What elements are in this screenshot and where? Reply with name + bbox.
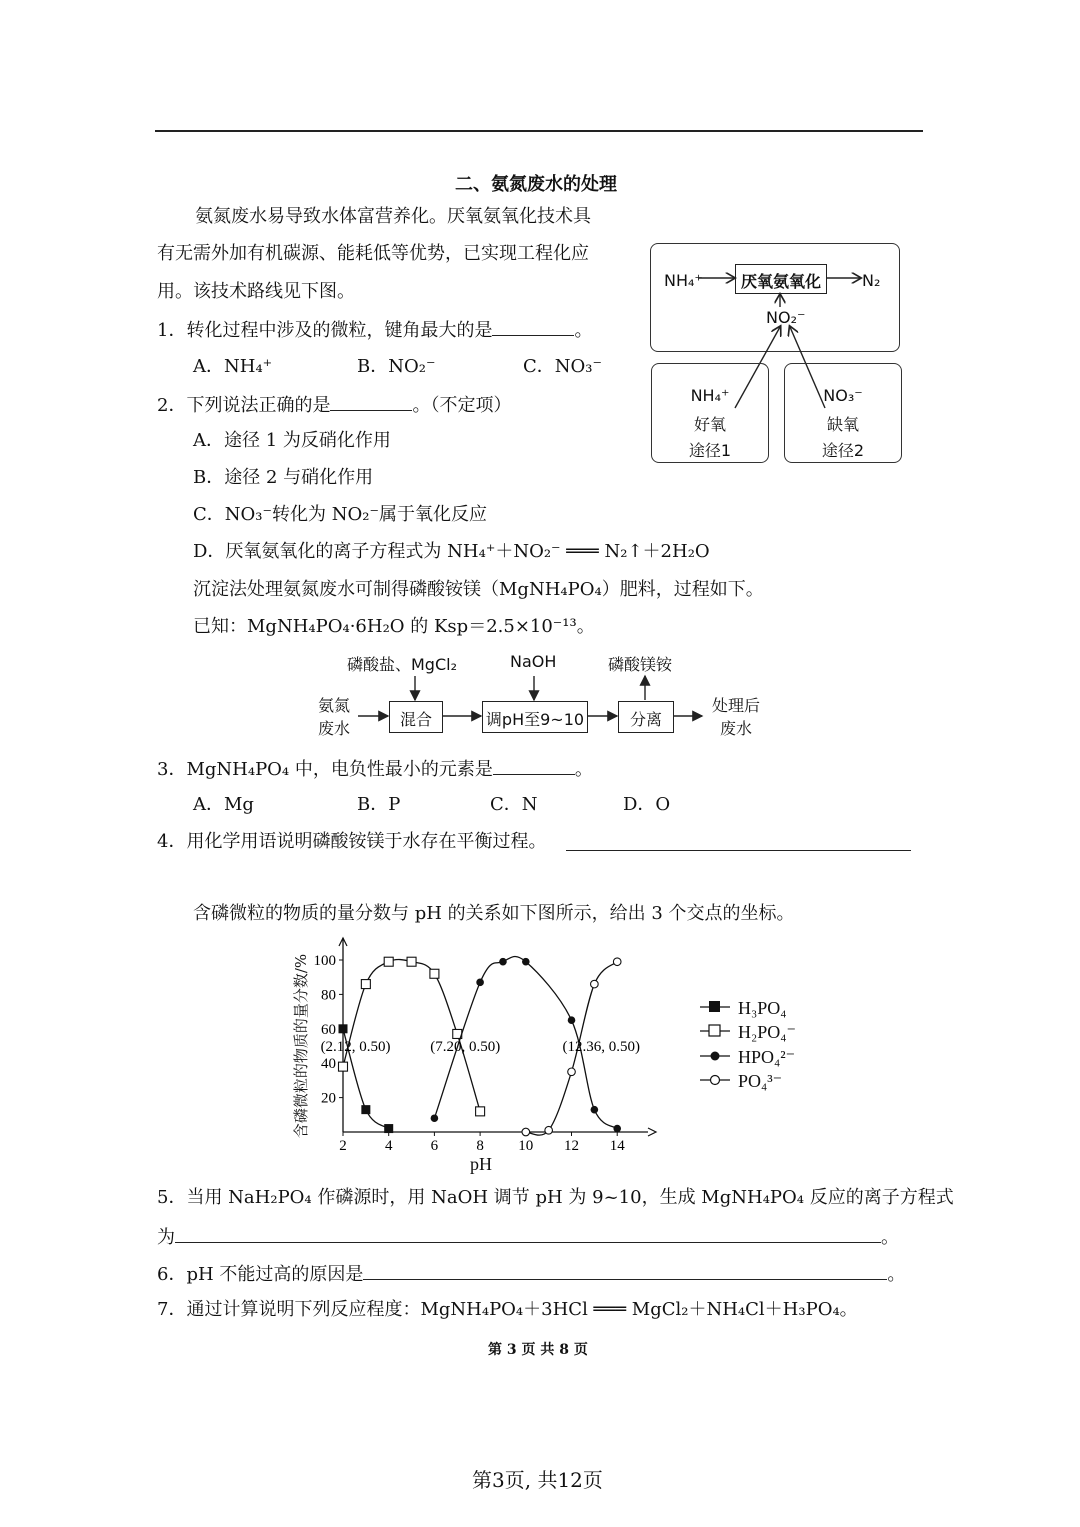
diagram-no2: NO₂⁻ <box>766 308 806 327</box>
intersection-label: (12.36, 0.50) <box>562 1039 640 1055</box>
q6-text: 6．pH 不能过高的原因是 <box>157 1264 364 1285</box>
right-box-species: NO₃⁻ <box>823 386 863 405</box>
data-point-hpo4 <box>499 958 507 966</box>
data-point-h2po4 <box>430 969 439 978</box>
q2-option-c: C．NO₃⁻转化为 NO₂⁻属于氧化反应 <box>193 504 487 525</box>
y-tick-label: 80 <box>321 987 336 1004</box>
intersection-label: (2.12, 0.50) <box>320 1039 391 1055</box>
x-tick-label: 4 <box>384 1138 393 1154</box>
intro-line-2: 有无需外加有机碳源、能耗低等优势，已实现工程化应 <box>157 243 589 264</box>
q5-prefix: 为 <box>157 1227 175 1248</box>
question-7: 7．通过计算说明下列反应程度：MgNH₄PO₄＋3HCl ═══ MgCl₂＋NH₄Cl＋H₃PO₄。 <box>157 1299 858 1320</box>
data-point-po4 <box>591 980 599 988</box>
data-point-po4 <box>545 1126 553 1134</box>
right-box-condition: 缺氧 <box>826 415 859 434</box>
data-point-h3po4 <box>384 1124 393 1133</box>
known-text: 已知：MgNH₄PO₄·6H₂O 的 Ksp＝2.5×10⁻¹³。 <box>193 616 595 637</box>
legend-marker-hpo4 <box>711 1052 720 1061</box>
diagram-left-box <box>651 363 769 463</box>
question-5: 5．当用 NaH₂PO₄ 作磷源时，用 NaOH 调节 pH 为 9~10，生成 MgNH₄PO₄ 反应的离子方程式 <box>157 1187 954 1208</box>
intersection-label: (7.20, 0.50) <box>430 1039 501 1055</box>
data-point-hpo4 <box>431 1114 439 1122</box>
x-tick-label: 10 <box>518 1138 534 1154</box>
flow-add2: NaOH <box>510 652 557 671</box>
data-point-h2po4 <box>384 957 393 966</box>
q3-option-c: C．N <box>490 794 538 815</box>
flow-output-line1: 处理后 <box>711 696 760 715</box>
q1-option-a: A．NH₄⁺ <box>193 356 273 377</box>
data-point-hpo4 <box>476 979 484 987</box>
data-point-hpo4 <box>613 1125 621 1133</box>
x-tick-label: 6 <box>430 1138 439 1154</box>
q5-end: 。 <box>881 1227 899 1248</box>
flow-input-line2: 废水 <box>317 719 350 738</box>
q6-answer-blank[interactable] <box>363 1261 887 1280</box>
data-point-h3po4 <box>339 1024 348 1033</box>
q2-answer-blank[interactable] <box>330 392 412 411</box>
flow-output-line2: 废水 <box>719 719 752 738</box>
legend-marker-h2po4 <box>709 1025 720 1036</box>
diagram-nh4: NH₄⁺ <box>664 271 703 290</box>
outer-page-number: 第3页, 共12页 <box>472 1468 603 1492</box>
q1-answer-blank[interactable] <box>492 317 574 336</box>
q3-option-a: A．Mg <box>193 794 254 815</box>
q1-text: 1．转化过程中涉及的微粒，键角最大的是 <box>157 320 493 341</box>
data-point-po4 <box>613 958 621 966</box>
x-tick-label: 2 <box>339 1138 347 1154</box>
q1-end: 。 <box>574 320 593 341</box>
data-point-hpo4 <box>591 1106 599 1114</box>
y-tick-label: 40 <box>321 1056 336 1073</box>
data-point-h2po4 <box>361 980 370 989</box>
y-tick-label: 100 <box>313 953 336 969</box>
q4-text: 4．用化学用语说明磷酸铵镁于水存在平衡过程。 <box>157 831 547 852</box>
top-rule <box>155 130 923 132</box>
q6-end: 。 <box>887 1264 906 1285</box>
data-point-hpo4 <box>568 1016 576 1024</box>
q3-option-b: B．P <box>357 794 401 815</box>
data-point-hpo4 <box>522 958 530 966</box>
right-box-route: 途径2 <box>821 441 865 460</box>
chart-x-label: pH <box>470 1154 492 1174</box>
flow-input-line1: 氨氮 <box>317 696 350 715</box>
q3-option-d: D．O <box>623 794 671 815</box>
intro-line-1: 氨氮废水易导致水体富营养化。厌氧氨氧化技术具 <box>195 206 591 227</box>
x-tick-label: 14 <box>609 1138 625 1154</box>
q3-text: 3．MgNH₄PO₄ 中，电负性最小的元素是 <box>157 759 493 780</box>
q4-answer-line[interactable] <box>566 850 911 851</box>
phosphorus-speciation-chart <box>280 932 700 1174</box>
question-6 <box>157 1261 905 1287</box>
flow-arrows <box>300 640 720 750</box>
x-tick-label: 12 <box>564 1138 580 1154</box>
data-point-po4 <box>522 1128 530 1136</box>
flow-step-mix-label: 混合 <box>399 710 432 729</box>
question-4 <box>157 830 546 854</box>
x-tick-label: 8 <box>476 1138 484 1154</box>
q2-end: 。（不定项） <box>412 395 512 416</box>
diagram-right-box <box>784 363 902 463</box>
q1-option-b: B．NO₂⁻ <box>357 356 436 377</box>
data-point-h2po4 <box>339 1062 348 1071</box>
y-tick-label: 60 <box>321 1021 336 1038</box>
q2-option-d: D．厌氧氨氧化的离子方程式为 NH₄⁺＋NO₂⁻ ═══ N₂↑＋2H₂O <box>193 541 710 562</box>
diagram-n2: N₂ <box>862 271 881 290</box>
section-title: 二、氨氮废水的处理 <box>455 174 617 195</box>
precip-text: 沉淀法处理氨氮废水可制得磷酸铵镁（MgNH₄PO₄）肥料，过程如下。 <box>193 579 764 600</box>
flow-output-top: 磷酸镁铵 <box>608 655 673 674</box>
question-1 <box>157 317 592 343</box>
flow-step-ph-label: 调pH至9~10 <box>485 710 585 729</box>
q3-answer-blank[interactable] <box>493 756 575 775</box>
data-point-h2po4 <box>476 1107 485 1116</box>
legend-label-po4: PO₄³⁻ <box>738 1071 783 1091</box>
left-box-route: 途径1 <box>688 441 732 460</box>
q5-line-2 <box>157 1224 899 1250</box>
q3-end: 。 <box>574 759 593 780</box>
legend-label-hpo4: HPO₄²⁻ <box>738 1047 796 1067</box>
x-axis-arrow <box>648 1128 656 1136</box>
legend-label-h2po4: H₂PO₄⁻ <box>738 1022 797 1042</box>
inner-page-number: 第 3 页 共 8 页 <box>488 1342 588 1358</box>
question-3 <box>157 756 593 782</box>
intro-line-3: 用。该技术路线见下图。 <box>157 281 355 302</box>
legend-marker-h3po4 <box>709 1001 720 1012</box>
q1-option-c: C．NO₃⁻ <box>523 356 602 377</box>
q5-answer-blank[interactable] <box>175 1224 881 1243</box>
data-point-h3po4 <box>361 1105 370 1114</box>
flow-step-sep-label: 分离 <box>629 710 662 729</box>
data-point-po4 <box>568 1068 576 1076</box>
legend-marker-po4 <box>711 1076 720 1085</box>
left-box-species: NH₄⁺ <box>690 386 730 405</box>
left-box-condition: 好氧 <box>693 415 726 434</box>
legend-label-h3po4: H₃PO₄ <box>738 998 787 1018</box>
chart-y-label: 含磷微粒的物质的量分数/% <box>292 953 310 1139</box>
q2-option-b: B．途径 2 与硝化作用 <box>193 467 374 488</box>
q2-option-a: A．途径 1 为反硝化作用 <box>193 430 391 451</box>
legend-markers <box>696 995 736 1091</box>
chart-intro: 含磷微粒的物质的量分数与 pH 的关系如下图所示，给出 3 个交点的坐标。 <box>193 903 795 924</box>
y-tick-label: 20 <box>321 1090 336 1107</box>
question-2 <box>157 392 511 418</box>
diagram-center-label: 厌氧氨氧化 <box>740 272 821 291</box>
q2-text: 2．下列说法正确的是 <box>157 395 331 416</box>
flow-add1: 磷酸盐、MgCl₂ <box>347 655 457 674</box>
data-point-h2po4 <box>407 957 416 966</box>
